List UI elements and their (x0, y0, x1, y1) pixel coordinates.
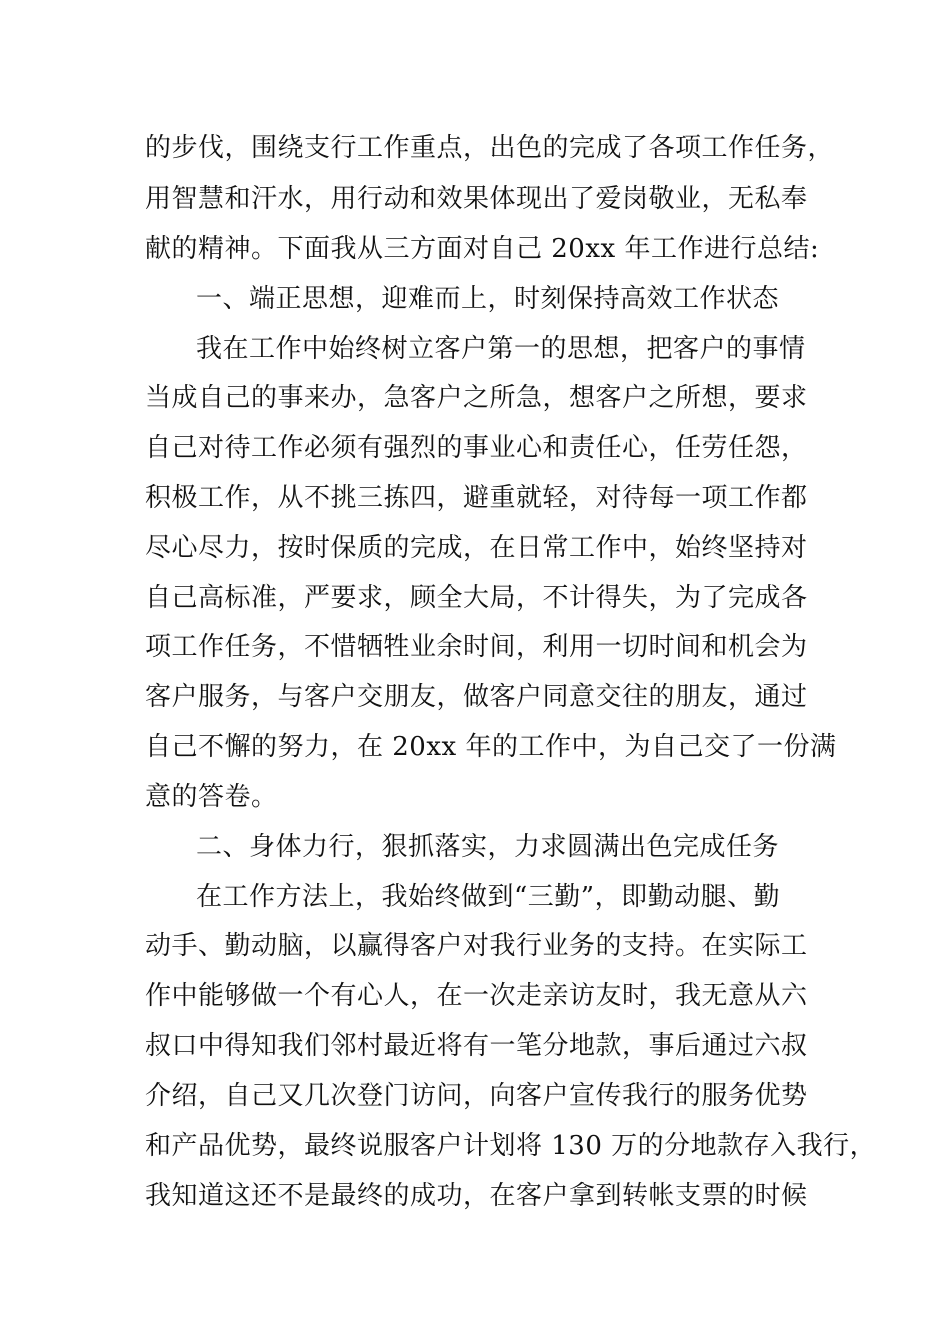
paragraph-line: 的步伐，围绕支行工作重点，出色的完成了各项工作任务， (145, 133, 835, 163)
paragraph-line: 当成自己的事来办，急客户之所急，想客户之所想，要求 (145, 383, 808, 413)
paragraph-line: 自己不懈的努力，在 20xx 年的工作中，为自己交了一份满 (145, 732, 837, 762)
paragraph-line: 自己高标准，严要求，顾全大局，不计得失，为了完成各 (145, 583, 808, 613)
section-heading-2: 二、身体力行，狠抓落实，力求圆满出色完成任务 (196, 832, 780, 862)
paragraph-line: 介绍，自己又几次登门访问，向客户宣传我行的服务优势 (145, 1081, 808, 1111)
paragraph-line: 我在工作中始终树立客户第一的思想，把客户的事情 (196, 334, 806, 364)
paragraph-line: 在工作方法上，我始终做到“三勤”，即勤动腿、勤 (196, 882, 781, 912)
paragraph-line: 意的答卷。 (145, 782, 278, 812)
paragraph-line: 项工作任务，不惜牺牲业余时间，利用一切时间和机会为 (145, 632, 808, 662)
paragraph-line: 我知道这还不是最终的成功，在客户拿到转帐支票的时候 (145, 1181, 808, 1211)
paragraph-line: 用智慧和汗水，用行动和效果体现出了爱岗敬业，无私奉 (145, 184, 808, 214)
paragraph-line: 作中能够做一个有心人，在一次走亲访友时，我无意从六 (145, 981, 808, 1011)
paragraph-line: 尽心尽力，按时保质的完成，在日常工作中，始终坚持对 (145, 533, 808, 563)
paragraph-line: 献的精神。下面我从三方面对自己 20xx 年工作进行总结: (145, 234, 820, 264)
paragraph-line: 和产品优势，最终说服客户计划将 130 万的分地款存入我行， (145, 1131, 877, 1161)
paragraph-line: 自己对待工作必须有强烈的事业心和责任心，任劳任怨， (145, 433, 808, 463)
paragraph-line: 客户服务，与客户交朋友，做客户同意交往的朋友，通过 (145, 682, 808, 712)
paragraph-line: 积极工作，从不挑三拣四，避重就轻，对待每一项工作都 (145, 483, 808, 513)
paragraph-line: 叔口中得知我们邻村最近将有一笔分地款，事后通过六叔 (145, 1031, 808, 1061)
paragraph-line: 动手、勤动脑，以赢得客户对我行业务的支持。在实际工 (145, 931, 808, 961)
section-heading-1: 一、端正思想，迎难而上，时刻保持高效工作状态 (196, 284, 780, 314)
